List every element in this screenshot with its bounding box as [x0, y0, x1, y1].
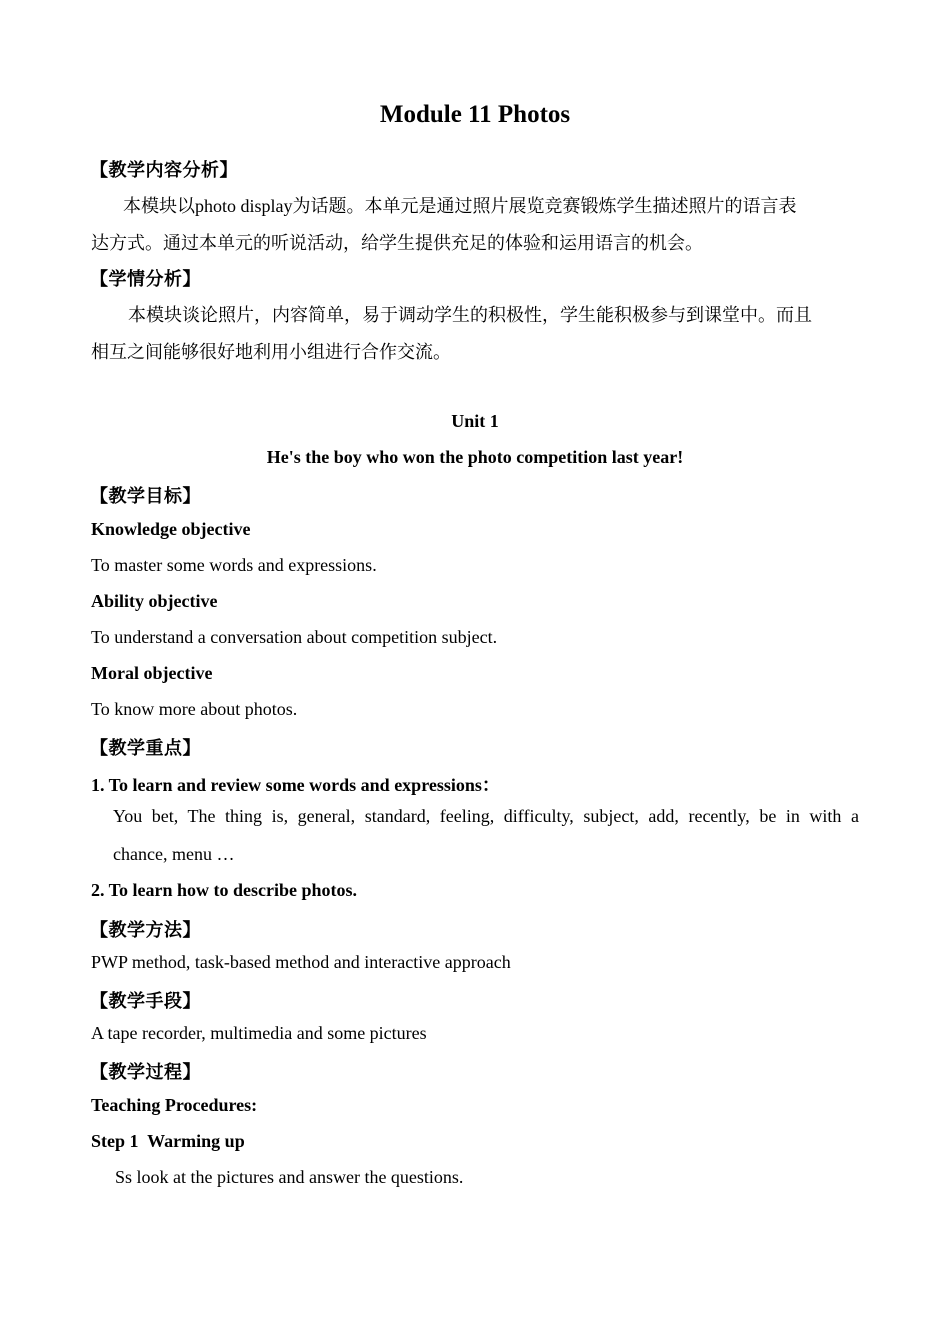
means-text: A tape recorder, multimedia and some pictures [91, 1023, 427, 1043]
moral-objective-label: Moral objective [91, 663, 213, 683]
content-analysis-paragraph-line2: 达方式。通过本单元的听说活动，给学生提供充足的体验和运用语言的机会。 [91, 233, 703, 254]
section-heading-key-points: 【教学重点】 [90, 738, 201, 759]
content-analysis-pre: 本模块以 [123, 196, 195, 217]
moral-objective-text: To know more about photos. [91, 699, 298, 719]
ability-objective-label: Ability objective [91, 591, 218, 611]
document-title: Module 11 Photos [379, 101, 571, 128]
learner-analysis-paragraph-line1: 本模块谈论照片，内容简单，易于调动学生的积极性，学生能积极参与到课堂中。而且 [128, 305, 812, 326]
learner-analysis-paragraph-line2: 相互之间能够很好地利用小组进行合作交流。 [91, 342, 451, 363]
key-point-1-detail-line2: chance, menu … [113, 844, 235, 864]
section-heading-learner-analysis: 【学情分析】 [90, 269, 201, 290]
knowledge-objective-text: To master some words and expressions. [91, 555, 377, 575]
key-point-2: 2. To learn how to describe photos. [91, 880, 358, 900]
section-heading-process: 【教学过程】 [90, 1062, 201, 1083]
content-analysis-paragraph-line1 [123, 192, 797, 218]
unit-subtitle: He's the boy who won the photo competition last year! [266, 447, 684, 467]
content-analysis-latin: photo display [195, 196, 293, 216]
knowledge-objective-label: Knowledge objective [91, 519, 251, 539]
key-point-1-detail-line1: You bet, The thing is, general, standard, feeling, difficulty, subject, add, recently, be in with a [113, 806, 859, 826]
ability-objective-text: To understand a conversation about competition subject. [91, 627, 498, 647]
section-heading-methods: 【教学方法】 [90, 920, 201, 941]
key-point-1: 1. To learn and review some words and expressions： [91, 775, 500, 795]
unit-label: Unit 1 [451, 411, 499, 431]
methods-text: PWP method, task-based method and interactive approach [91, 952, 511, 972]
step1-text: Ss look at the pictures and answer the questions. [115, 1167, 464, 1187]
section-heading-means: 【教学手段】 [90, 991, 201, 1012]
section-heading-objectives: 【教学目标】 [90, 486, 201, 507]
section-heading-content-analysis: 【教学内容分析】 [90, 160, 238, 181]
teaching-procedures-label: Teaching Procedures: [91, 1095, 258, 1115]
content-analysis-post: 为话题。本单元是通过照片展览竞赛锻炼学生描述照片的语言表 [292, 196, 797, 217]
step1-label: Step 1 Warming up [91, 1131, 245, 1151]
